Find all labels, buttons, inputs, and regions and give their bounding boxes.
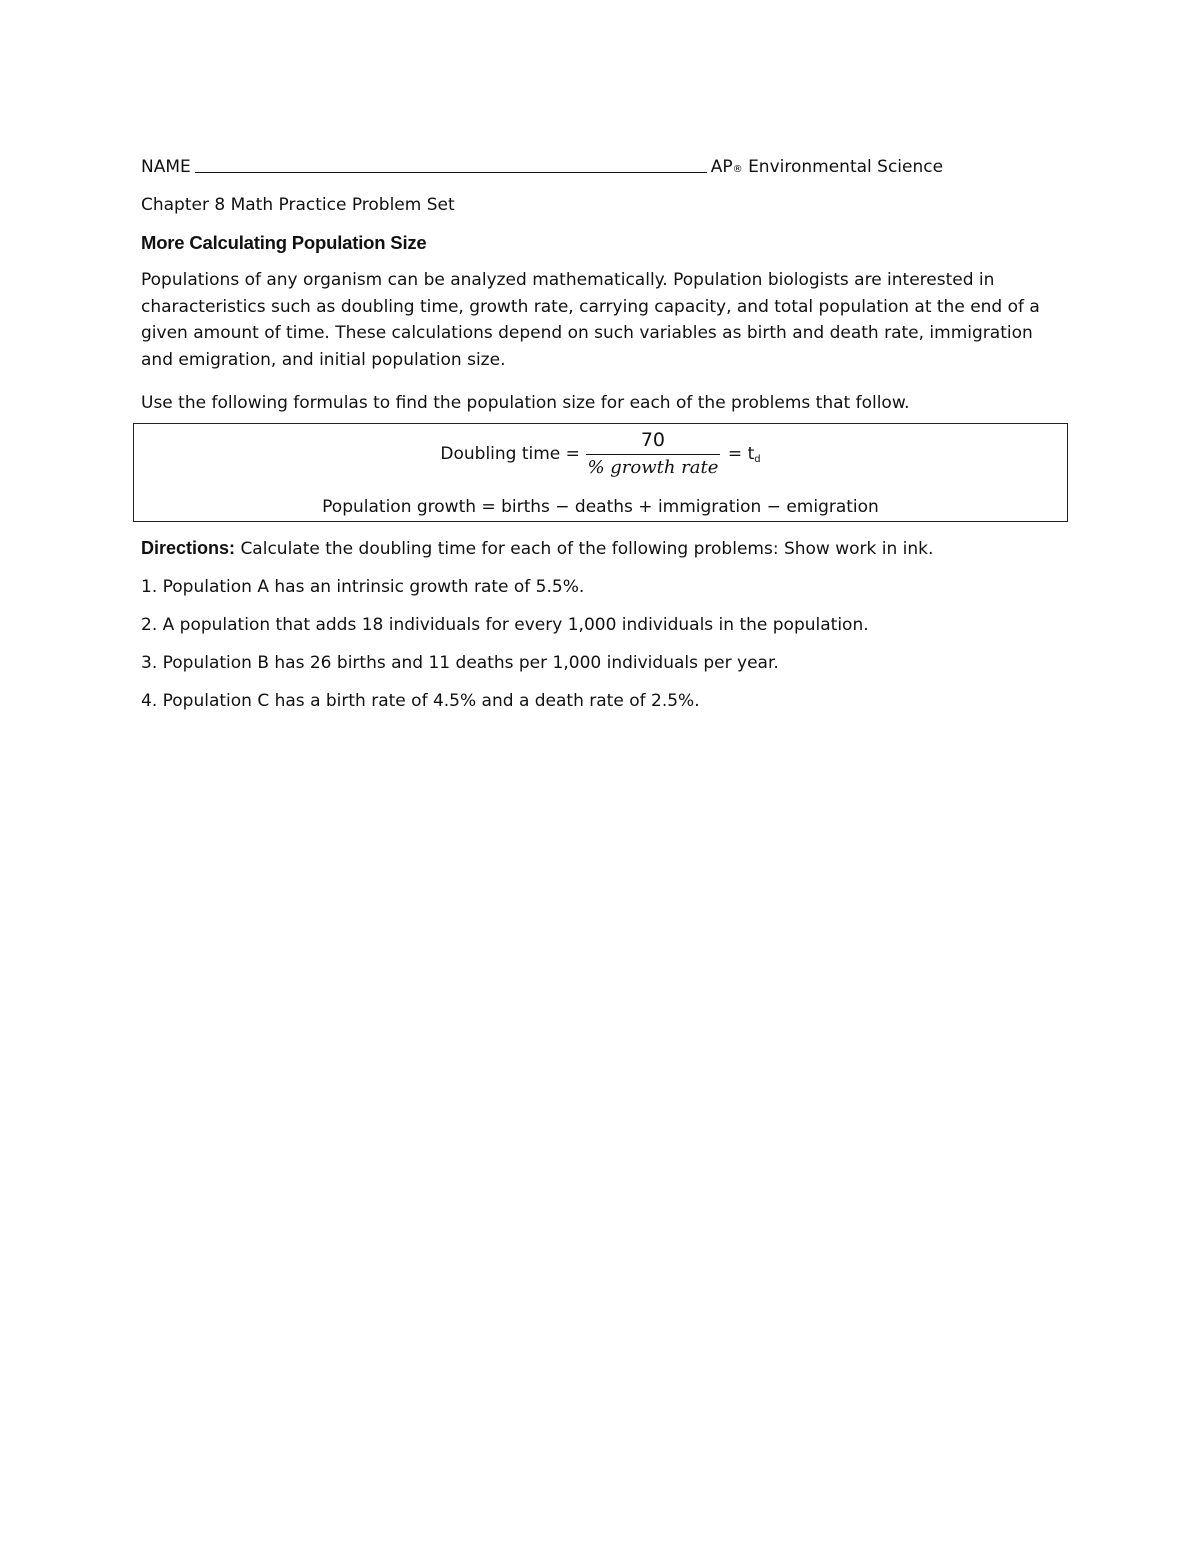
formula-instruction: Use the following formulas to find the population size for each of the problems that follow. (141, 393, 910, 413)
doubling-time-formula (134, 424, 1067, 484)
problem-1: 1. Population A has an intrinsic growth rate of 5.5%. (141, 577, 585, 597)
directions-text: Calculate the doubling time for each of the following problems: Show work in ink. (240, 539, 934, 559)
fraction-denominator: % growth rate (587, 457, 719, 478)
doubling-result (728, 444, 761, 465)
course-prefix: AP (710, 157, 733, 177)
intro-paragraph: Populations of any organism can be analyzed mathematically. Population biologists are interested in characteristics such as doubling time, growth rate, carrying capacity, and total population at the end of a given amount of time. These calculations depend on such variables as birth and death rate, immigration and emigration, and initial population size. (141, 270, 1040, 370)
population-growth-formula: Population growth = births − deaths + immigration − emigration (322, 497, 879, 517)
result-prefix: = t (727, 443, 755, 464)
worksheet-top-section (141, 154, 1071, 416)
registered-mark: ® (732, 164, 743, 175)
problem-3: 3. Population B has 26 births and 11 deaths per 1,000 individuals per year. (141, 653, 779, 673)
section-heading: More Calculating Population Size (141, 232, 427, 253)
name-blank-line (195, 158, 707, 173)
doubling-fraction (586, 428, 720, 480)
chapter-subtitle: Chapter 8 Math Practice Problem Set (141, 195, 455, 215)
doubling-time-label: Doubling time = (440, 444, 580, 464)
course-name: Environmental Science (748, 157, 944, 177)
result-subscript: d (754, 453, 761, 465)
header-line (141, 154, 1071, 180)
problem-2: 2. A population that adds 18 individuals for every 1,000 individuals in the population. (141, 615, 869, 635)
fraction-numerator: 70 (640, 429, 666, 451)
directions-label: Directions: (141, 538, 236, 558)
name-label: NAME (141, 157, 191, 177)
formula-box (133, 423, 1068, 522)
directions-line (141, 535, 1071, 562)
problems-section (141, 535, 1071, 714)
problem-4: 4. Population C has a birth rate of 4.5% and a death rate of 2.5%. (141, 691, 700, 711)
